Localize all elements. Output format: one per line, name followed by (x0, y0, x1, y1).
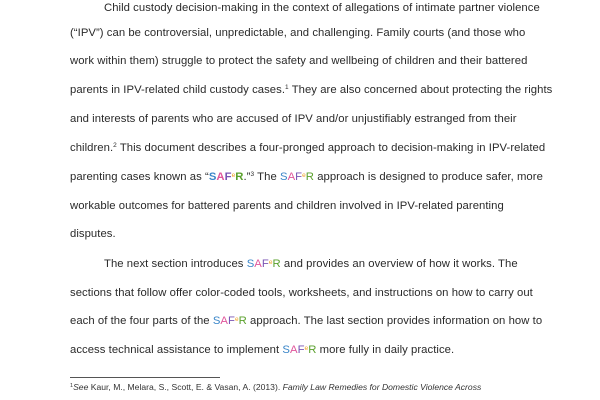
paragraph1-line2: (“IPV”) can be controversial, unpredictable, and challenging. Family courts (and those who (70, 27, 526, 39)
paragraph2-line1 (104, 258, 518, 270)
paragraph2-line3-text-a: each of the four parts of the (70, 315, 213, 327)
paragraph1-line4-text-a: parents in IPV-related child custody cases. (70, 84, 286, 96)
paragraph1-line3: work within them) struggle to protect the safety and wellbeing of children and their battered (70, 55, 528, 67)
paragraph1-line4 (70, 84, 552, 96)
paragraph1-line7-text-a: parenting cases known as “ (70, 171, 209, 183)
safer-logo: SAF$^e$R (212, 315, 247, 327)
paragraph2-line1-text-b: and provides an overview of how it works. The (280, 258, 518, 270)
paragraph2-line3 (70, 315, 542, 327)
footnote-ref-3[interactable]: 3 (250, 171, 255, 178)
safer-logo: SAF$^e$R (282, 344, 317, 356)
paragraph2-line3-text-b: approach. The last section provides information on how to (246, 315, 543, 327)
footnote-1-see: See (73, 382, 89, 392)
paragraph1-line7-text-b: .” (243, 171, 251, 183)
paragraph2-line1-text-a: The next section introduces (104, 258, 247, 270)
paragraph1-line8: workable outcomes for battered parents and children involved in IPV-related parenting (70, 200, 504, 212)
paragraph1-line6 (70, 142, 545, 154)
paragraph1-line5: and interests of parents who are accused of IPV and/or unjustifiably estranged from their (70, 113, 517, 125)
paragraph1-line6-text-a: children. (70, 142, 114, 154)
paragraph2-line4-text-a: access technical assistance to implement (70, 344, 283, 356)
footnote-1 (70, 382, 481, 392)
footnote-1-title: Family Law Remedies for Domestic Violence Across (282, 382, 482, 392)
paragraph2-line4-text-b: more fully in daily practice. (316, 344, 455, 356)
paragraph1-line6-text-b: This document describes a four-pronged approach to decision-making in IPV-related (116, 142, 546, 154)
safer-logo: SAF$^e$R (246, 258, 281, 270)
footnote-divider (70, 377, 220, 378)
paragraph1-line7-text-d: approach is designed to produce safer, more (314, 171, 543, 183)
footnote-1-citation: Kaur, M., Melara, S., Scott, E. & Vasan, A. (2013). (88, 382, 283, 392)
paragraph1-line7 (70, 171, 543, 183)
paragraph2-line4 (70, 344, 454, 356)
footnote-1-number: 1 (70, 383, 74, 389)
footnote-ref-2[interactable]: 2 (113, 142, 117, 149)
paragraph2-line2: sections that follow offer color-coded tools, worksheets, and instructions on how to carry out (70, 287, 533, 299)
footnote-ref-1[interactable]: 1 (285, 84, 289, 91)
paragraph1-line4-text-b: They are also concerned about protecting the rights (288, 84, 553, 96)
paragraph1-line7-text-c: The (254, 171, 280, 183)
paragraph1-line9: disputes. (70, 228, 116, 240)
safer-logo: SAF$^e$R (279, 171, 314, 183)
paragraph1-line1: Child custody decision-making in the context of allegations of intimate partner violence (104, 2, 540, 14)
safer-logo-quoted: SAF$^e$R (208, 171, 244, 183)
